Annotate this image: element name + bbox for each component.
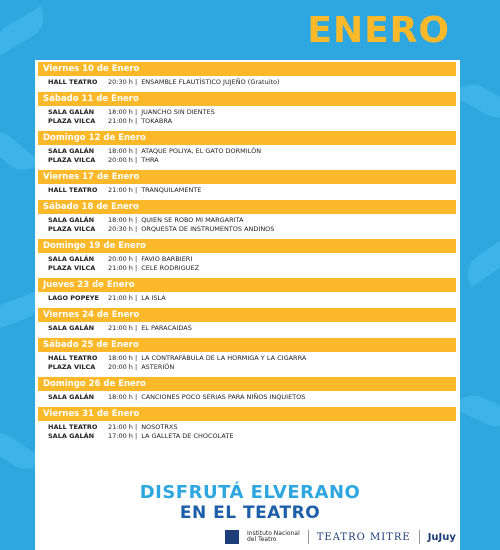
event-name: CANCIONES POCO SERIAS PARA NIÑOS INQUIETOS — [141, 393, 306, 401]
event-day — [38, 308, 456, 335]
event-venue: PLAZA VILCA — [48, 117, 96, 125]
event-row — [38, 147, 456, 156]
event-time: 20:00 h | — [108, 363, 138, 371]
slogan-line-2: EN EL TEATRO — [179, 503, 321, 523]
event-name: TRANQUILAMENTE — [141, 186, 202, 194]
event-name: ATAQUE POLIYA, EL GATO DORMILÓN — [141, 147, 262, 155]
event-venue: SALA GALÁN — [48, 255, 95, 263]
event-row — [38, 264, 456, 273]
event-day-header: Sábado 11 de Enero — [38, 92, 456, 106]
event-day-header: Domingo 26 de Enero — [38, 377, 456, 391]
event-row — [38, 294, 456, 303]
leaf-decoration — [459, 235, 500, 287]
event-venue: SALA GALÁN — [48, 432, 95, 440]
event-time: 21:00 h | — [108, 294, 138, 302]
event-time: 21:00 h | — [108, 324, 138, 332]
event-day — [38, 239, 456, 275]
event-time: 18:00 h | — [108, 216, 138, 224]
event-row — [38, 78, 456, 87]
event-venue: SALA GALÁN — [48, 147, 95, 155]
event-row — [38, 423, 456, 432]
instituto-teatro-logo-icon — [225, 530, 239, 544]
event-venue: HALL TEATRO — [48, 78, 98, 86]
event-name: NOSOTRXS — [141, 423, 178, 431]
page-title: ENERO — [307, 10, 450, 51]
schedule-panel — [35, 60, 460, 550]
event-venue: HALL TEATRO — [48, 354, 98, 362]
event-venue: PLAZA VILCA — [48, 363, 96, 371]
event-time: 17:00 h | — [108, 432, 138, 440]
event-rows — [38, 145, 456, 167]
event-day — [38, 200, 456, 236]
event-rows — [38, 421, 456, 443]
event-row — [38, 108, 456, 117]
event-row — [38, 225, 456, 234]
event-day-header: Viernes 10 de Enero — [38, 62, 456, 76]
event-time: 18:00 h | — [108, 393, 138, 401]
event-day — [38, 131, 456, 167]
event-time: 18:00 h | — [108, 354, 138, 362]
event-day-header: Viernes 24 de Enero — [38, 308, 456, 322]
event-venue: SALA GALÁN — [48, 216, 95, 224]
leaf-decoration — [454, 76, 500, 125]
event-name: ASTERIÓN — [141, 363, 175, 371]
event-day — [38, 338, 456, 374]
slogan — [0, 482, 500, 523]
logo-separator — [308, 530, 309, 544]
event-time: 18:00 h | — [108, 108, 138, 116]
event-day-header: Sábado 25 de Enero — [38, 338, 456, 352]
event-day — [38, 170, 456, 197]
event-name: CELE RODRIGUEZ — [141, 264, 200, 272]
event-name: QUIEN SE ROBO MI MARGARITA — [141, 216, 244, 224]
event-venue: PLAZA VILCA — [48, 156, 96, 164]
event-time: 21:00 h | — [108, 117, 138, 125]
event-name: ORQUESTA DE INSTRUMENTOS ANDINOS — [141, 225, 275, 233]
event-rows — [38, 292, 456, 305]
event-time: 20:00 h | — [108, 255, 138, 263]
event-name: ENSAMBLE FLAUTÍSTICO JUJEÑO (Gratuito) — [141, 78, 280, 86]
event-day-header: Sábado 18 de Enero — [38, 200, 456, 214]
event-day — [38, 407, 456, 443]
event-venue: SALA GALÁN — [48, 108, 95, 116]
logo-separator — [419, 530, 420, 544]
event-rows — [38, 352, 456, 374]
event-rows — [38, 184, 456, 197]
event-time: 21:00 h | — [108, 186, 138, 194]
event-venue: HALL TEATRO — [48, 186, 98, 194]
logo-bar — [225, 528, 475, 546]
instituto-line-1: Instituto Nacional — [247, 530, 300, 537]
event-row — [38, 117, 456, 126]
event-name: LA GALLETA DE CHOCOLATE — [141, 432, 234, 440]
event-venue: HALL TEATRO — [48, 423, 98, 431]
event-rows — [38, 106, 456, 128]
teatro-mitre-logo: TEATRO MITRE — [316, 531, 411, 543]
event-name: EL PARACAIDAS — [141, 324, 192, 332]
event-row — [38, 393, 456, 402]
event-name: LA ISLA — [141, 294, 166, 302]
event-time: 21:00 h | — [108, 264, 138, 272]
event-venue: SALA GALÁN — [48, 324, 95, 332]
event-rows — [38, 214, 456, 236]
event-rows — [38, 253, 456, 275]
event-day — [38, 377, 456, 404]
instituto-line-2: del Teatro — [247, 536, 277, 543]
slogan-line-1: DISFRUTÁ ELVERANO — [139, 482, 361, 503]
event-day — [38, 92, 456, 128]
event-time: 18:00 h | — [108, 147, 138, 155]
event-day — [38, 62, 456, 89]
event-time: 20:30 h | — [108, 225, 138, 233]
event-list — [38, 62, 456, 446]
event-time: 20:30 h | — [108, 78, 138, 86]
event-day-header: Jueves 23 de Enero — [38, 278, 456, 292]
event-name: THRA — [141, 156, 159, 164]
event-name: LA CONTRAFÁBULA DE LA HORMIGA Y LA CIGARRA — [141, 354, 307, 362]
event-row — [38, 432, 456, 441]
event-day-header: Domingo 12 de Enero — [38, 131, 456, 145]
event-venue: SALA GALÁN — [48, 393, 95, 401]
event-name: TOKABRA — [141, 117, 173, 125]
event-row — [38, 186, 456, 195]
event-day — [38, 278, 456, 305]
event-name: JUANCHO SIN DIENTES — [141, 108, 215, 116]
event-day-header: Viernes 31 de Enero — [38, 407, 456, 421]
event-venue: PLAZA VILCA — [48, 264, 96, 272]
instituto-teatro-logo-text — [247, 531, 300, 543]
leaf-decoration — [0, 6, 51, 55]
event-rows — [38, 76, 456, 89]
event-row — [38, 156, 456, 165]
event-row — [38, 255, 456, 264]
event-time: 21:00 h | — [108, 423, 138, 431]
event-day-header: Domingo 19 de Enero — [38, 239, 456, 253]
event-day-header: Viernes 17 de Enero — [38, 170, 456, 184]
event-venue: PLAZA VILCA — [48, 225, 96, 233]
event-rows — [38, 322, 456, 335]
event-row — [38, 354, 456, 363]
event-time: 20:00 h | — [108, 156, 138, 164]
event-venue: LAGO POPEYE — [48, 294, 99, 302]
event-rows — [38, 391, 456, 404]
event-row — [38, 363, 456, 372]
event-row — [38, 216, 456, 225]
leaf-decoration — [453, 388, 500, 433]
event-row — [38, 324, 456, 333]
event-name: FAVIO BARBIERI — [141, 255, 193, 263]
jujuy-logo: JuJuy — [427, 531, 456, 543]
